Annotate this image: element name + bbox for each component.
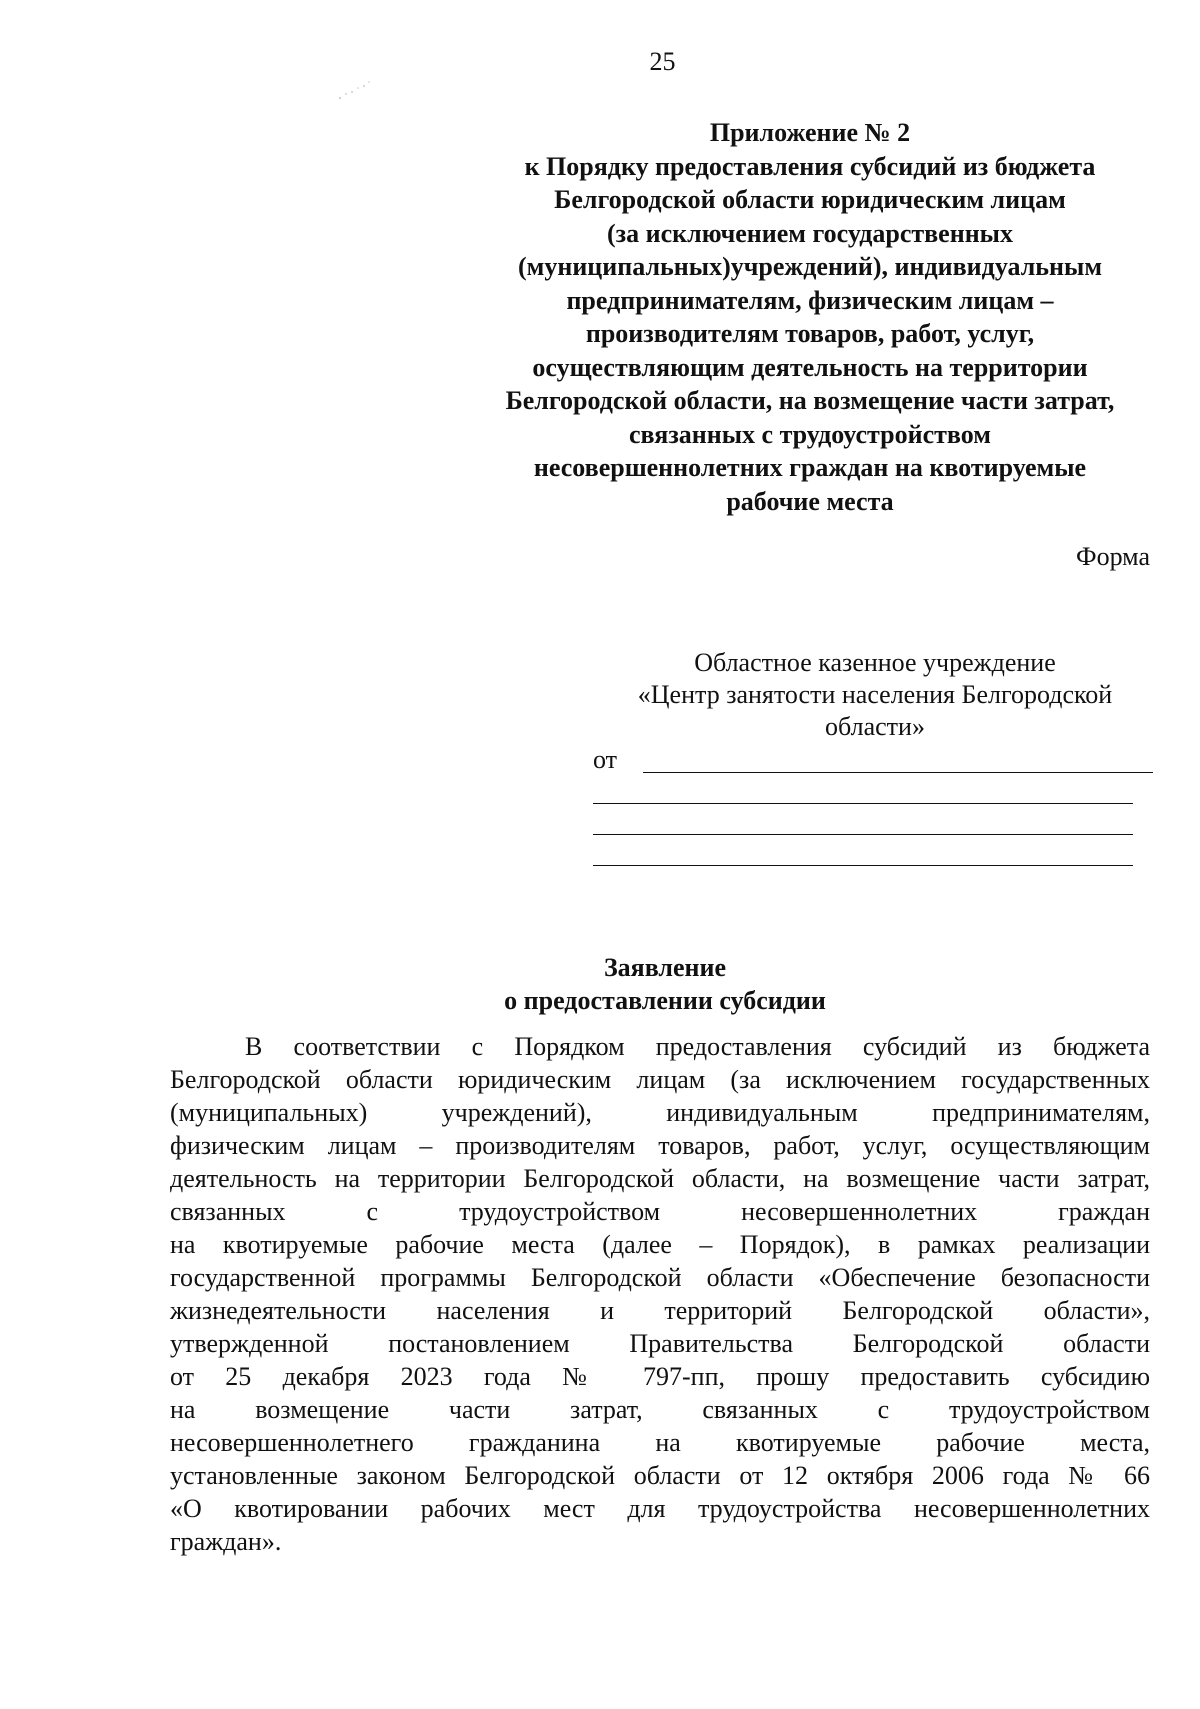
body-line: В соответствии с Порядком предоставления субсидий из бюджета (245, 1032, 1150, 1061)
from-fields (593, 743, 1153, 866)
body-line: деятельность на территории Белгородской области, на возмещение части затрат, (170, 1164, 1150, 1193)
appendix-line: несовершеннолетних граждан на квотируемые (533, 453, 1087, 482)
addressee-line: области» (825, 712, 925, 741)
from-blank-line[interactable] (643, 746, 1153, 773)
statement-title-line: Заявление (603, 953, 727, 982)
scan-noise (336, 78, 376, 108)
addressee-line: Областное казенное учреждение (694, 648, 1056, 677)
body-line: связанных с трудоустройством несовершеннолетних граждан (170, 1197, 1150, 1226)
appendix-line: Приложение № 2 (709, 118, 911, 147)
addressee-block (590, 647, 1160, 743)
body-line: на квотируемые рабочие места (далее – Порядок), в рамках реализации (170, 1230, 1150, 1259)
body-line: утвержденной постановлением Правительства Белгородской области (170, 1329, 1150, 1358)
body-line: от 25 декабря 2023 года № 797-пп, прошу предоставить субсидию (170, 1362, 1150, 1391)
body-line: жизнедеятельности населения и территорий Белгородской области», (170, 1296, 1150, 1325)
appendix-line: производителям товаров, работ, услуг, (585, 319, 1035, 348)
appendix-line: (за исключением государственных (607, 218, 1013, 248)
blank-line[interactable] (593, 834, 1133, 835)
blank-line[interactable] (593, 865, 1133, 866)
body-line: установленные законом Белгородской области от 12 октября 2006 года № 66 (170, 1461, 1150, 1490)
page-number: 25 (649, 47, 676, 76)
body-line: на возмещение части затрат, связанных с трудоустройством (170, 1395, 1150, 1424)
body-line: Белгородской области юридическим лицам (за исключением государственных (170, 1065, 1150, 1094)
appendix-line: к Порядку предоставления субсидий из бюджета (524, 151, 1096, 181)
appendix-line: связанных с трудоустройством (629, 419, 991, 449)
appendix-line: предпринимателям, физическим лицам – (566, 285, 1054, 315)
statement-title (0, 951, 1200, 1017)
body-line: граждан». (170, 1527, 282, 1556)
statement-subtitle-line: о предоставлении субсидии (504, 986, 826, 1015)
body-line: (муниципальных) учреждений), индивидуальным предпринимателям, (170, 1098, 1150, 1127)
body-line: «О квотировании рабочих мест для трудоустройства несовершеннолетних (170, 1494, 1150, 1523)
appendix-line: (муниципальных)учреждений), индивидуальным (517, 252, 1103, 281)
appendix-line: Белгородской области юридическим лицам (554, 185, 1066, 214)
from-label: от (593, 745, 618, 774)
body-line: несовершеннолетнего гражданина на квотируемые рабочие места, (170, 1428, 1150, 1457)
appendix-header (470, 116, 1150, 518)
statement-body (170, 1030, 1150, 1558)
body-line: государственной программы Белгородской области «Обеспечение безопасности (170, 1263, 1150, 1292)
blank-line[interactable] (593, 803, 1133, 804)
appendix-line: рабочие места (726, 486, 894, 516)
body-line: физическим лицам – производителям товаров, работ, услуг, осуществляющим (170, 1131, 1150, 1160)
form-label: Форма (1076, 542, 1150, 571)
from-row (593, 743, 1153, 773)
addressee-line: «Центр занятости населения Белгородской (637, 680, 1113, 709)
appendix-line: осуществляющим деятельность на территории (532, 352, 1088, 382)
appendix-line: Белгородской области, на возмещение части затрат, (505, 386, 1115, 415)
